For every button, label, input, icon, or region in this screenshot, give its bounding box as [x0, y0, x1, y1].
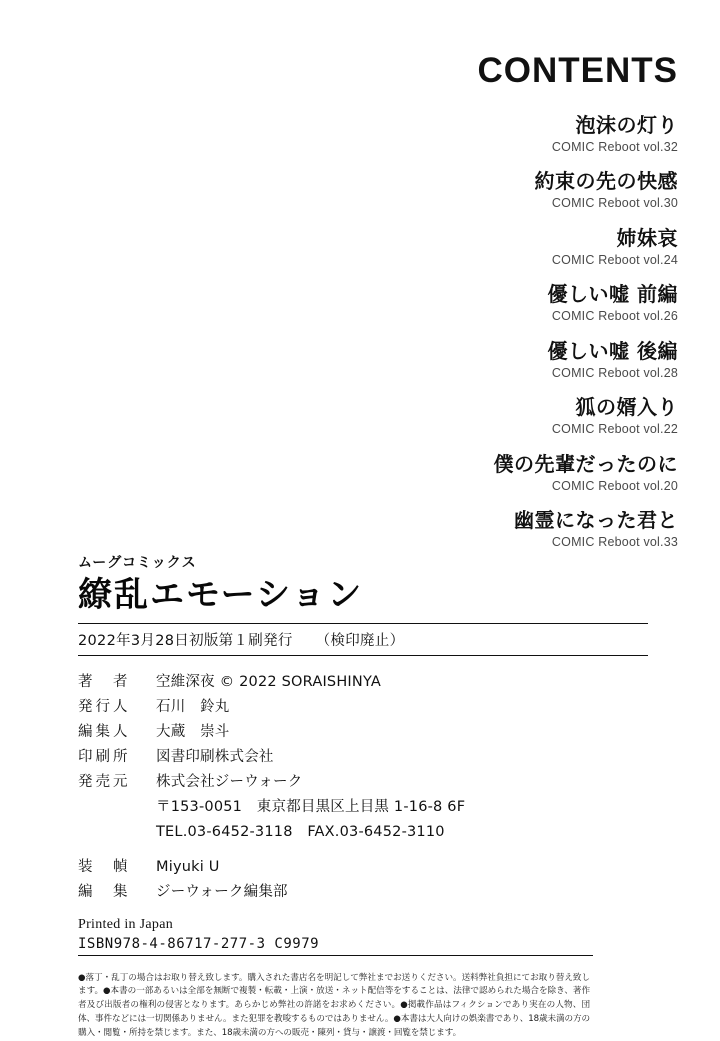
list-item: [258, 282, 678, 326]
toc-entry-source: COMIC Reboot vol.33: [551, 535, 678, 549]
toc-entry-title: 優しい嘘 後編: [547, 338, 678, 363]
toc-entry-title: 優しい嘘 前編: [547, 282, 678, 306]
book-title: 繚乱エモーション: [78, 575, 364, 615]
credit-label: 発行人: [78, 699, 131, 716]
credit-row: [78, 745, 648, 770]
list-item: [258, 169, 678, 213]
isbn-code: ISBN978-4-86717-277-3 C9979: [78, 936, 593, 956]
toc-entry-title: 泡沫の灯り: [575, 112, 678, 137]
credit-value: 空維深夜 © 2022 SORAISHINYA: [156, 674, 382, 691]
toc-entry-source: COMIC Reboot vol.32: [551, 139, 678, 154]
credit-label: 装 幀: [78, 858, 131, 875]
list-item: [258, 395, 678, 439]
toc-entry-title: 約束の先の快感: [534, 169, 678, 193]
list-item: [258, 452, 678, 496]
imprint-label: ムーグコミックス: [78, 555, 197, 571]
toc-entry-source: COMIC Reboot vol.20: [551, 478, 678, 493]
publication-date-row: [78, 623, 648, 656]
credit-value: 図書印刷株式会社: [156, 748, 274, 765]
credit-label: 印刷所: [78, 748, 131, 765]
colophon-section: [78, 552, 648, 1041]
toc-entry-title: 幽霊になった君と: [514, 508, 678, 532]
credit-row: [78, 770, 648, 795]
toc-entry-source: COMIC Reboot vol.24: [551, 252, 678, 267]
list-item: [258, 508, 678, 552]
toc-entry-title: 姉妹哀: [616, 225, 678, 250]
credit-label: 編集人: [78, 723, 131, 740]
contents-heading: CONTENTS: [477, 51, 678, 90]
list-item: [258, 339, 678, 383]
publisher-address: 〒153-0051 東京都目黒区上目黒 1-16-8 6F: [156, 798, 466, 815]
credit-value: 大蔵 崇斗: [156, 723, 230, 740]
credit-value: 株式会社ジーウォーク: [156, 773, 303, 790]
credit-row: [78, 720, 648, 745]
spacer: [78, 845, 648, 855]
credit-value: ジーウォーク編集部: [156, 883, 288, 900]
credit-label: 編 集: [78, 883, 131, 900]
toc-entry-title: 狐の婿入り: [575, 395, 678, 419]
contents-section: [258, 52, 678, 565]
credit-row: [78, 855, 648, 880]
credit-row: [78, 695, 648, 720]
credit-row: [78, 880, 648, 905]
printed-in-japan: Printed in Japan: [78, 916, 174, 932]
toc-entry-source: COMIC Reboot vol.22: [551, 422, 678, 436]
list-item: [258, 226, 678, 270]
publication-note: （検印廃止）: [315, 633, 405, 650]
credit-label: 発売元: [78, 773, 131, 790]
credit-value: 石川 鈴丸: [156, 699, 230, 716]
publisher-phone: TEL.03-6452-3118 FAX.03-6452-3110: [156, 823, 445, 840]
toc-entry-title: 僕の先輩だったのに: [493, 451, 678, 476]
toc-entry-source: COMIC Reboot vol.30: [551, 196, 678, 210]
credit-label: 著 者: [78, 674, 131, 691]
toc-entry-source: COMIC Reboot vol.26: [551, 309, 678, 323]
publication-date: 2022年3月28日初版第１刷発行: [78, 633, 293, 650]
table-of-contents-list: [258, 113, 678, 552]
credits-block: [78, 670, 648, 904]
list-item: [258, 113, 678, 157]
credit-row: [78, 670, 648, 695]
legal-notice: ●落丁・乱丁の場合はお取り替え致します。購入された書店名を明記して弊社までお送りください。送料弊社負担にてお取り替え致します。●本書の一部あるいは全部を無断で複製・転載・上演・放送・ネット配信等をすることは、法律で認められた場合を除き、著作者及び出版者の権利の侵害となります。あらかじめ弊社の許諾をお求めください。●掲載作品はフィクションであり実在の人物、団体、事件などには一切関係ありません。また犯罪を教唆するものではありません。●本書は大人向けの娯楽書であり、18歳未満の方の購入・閲覧・所持を禁じます。また、18歳未満の方への販売・陳列・貸与・譲渡・回覧を禁じます。: [78, 972, 590, 1039]
credit-value: Miyuki U: [156, 858, 220, 875]
toc-entry-source: COMIC Reboot vol.28: [551, 365, 678, 380]
